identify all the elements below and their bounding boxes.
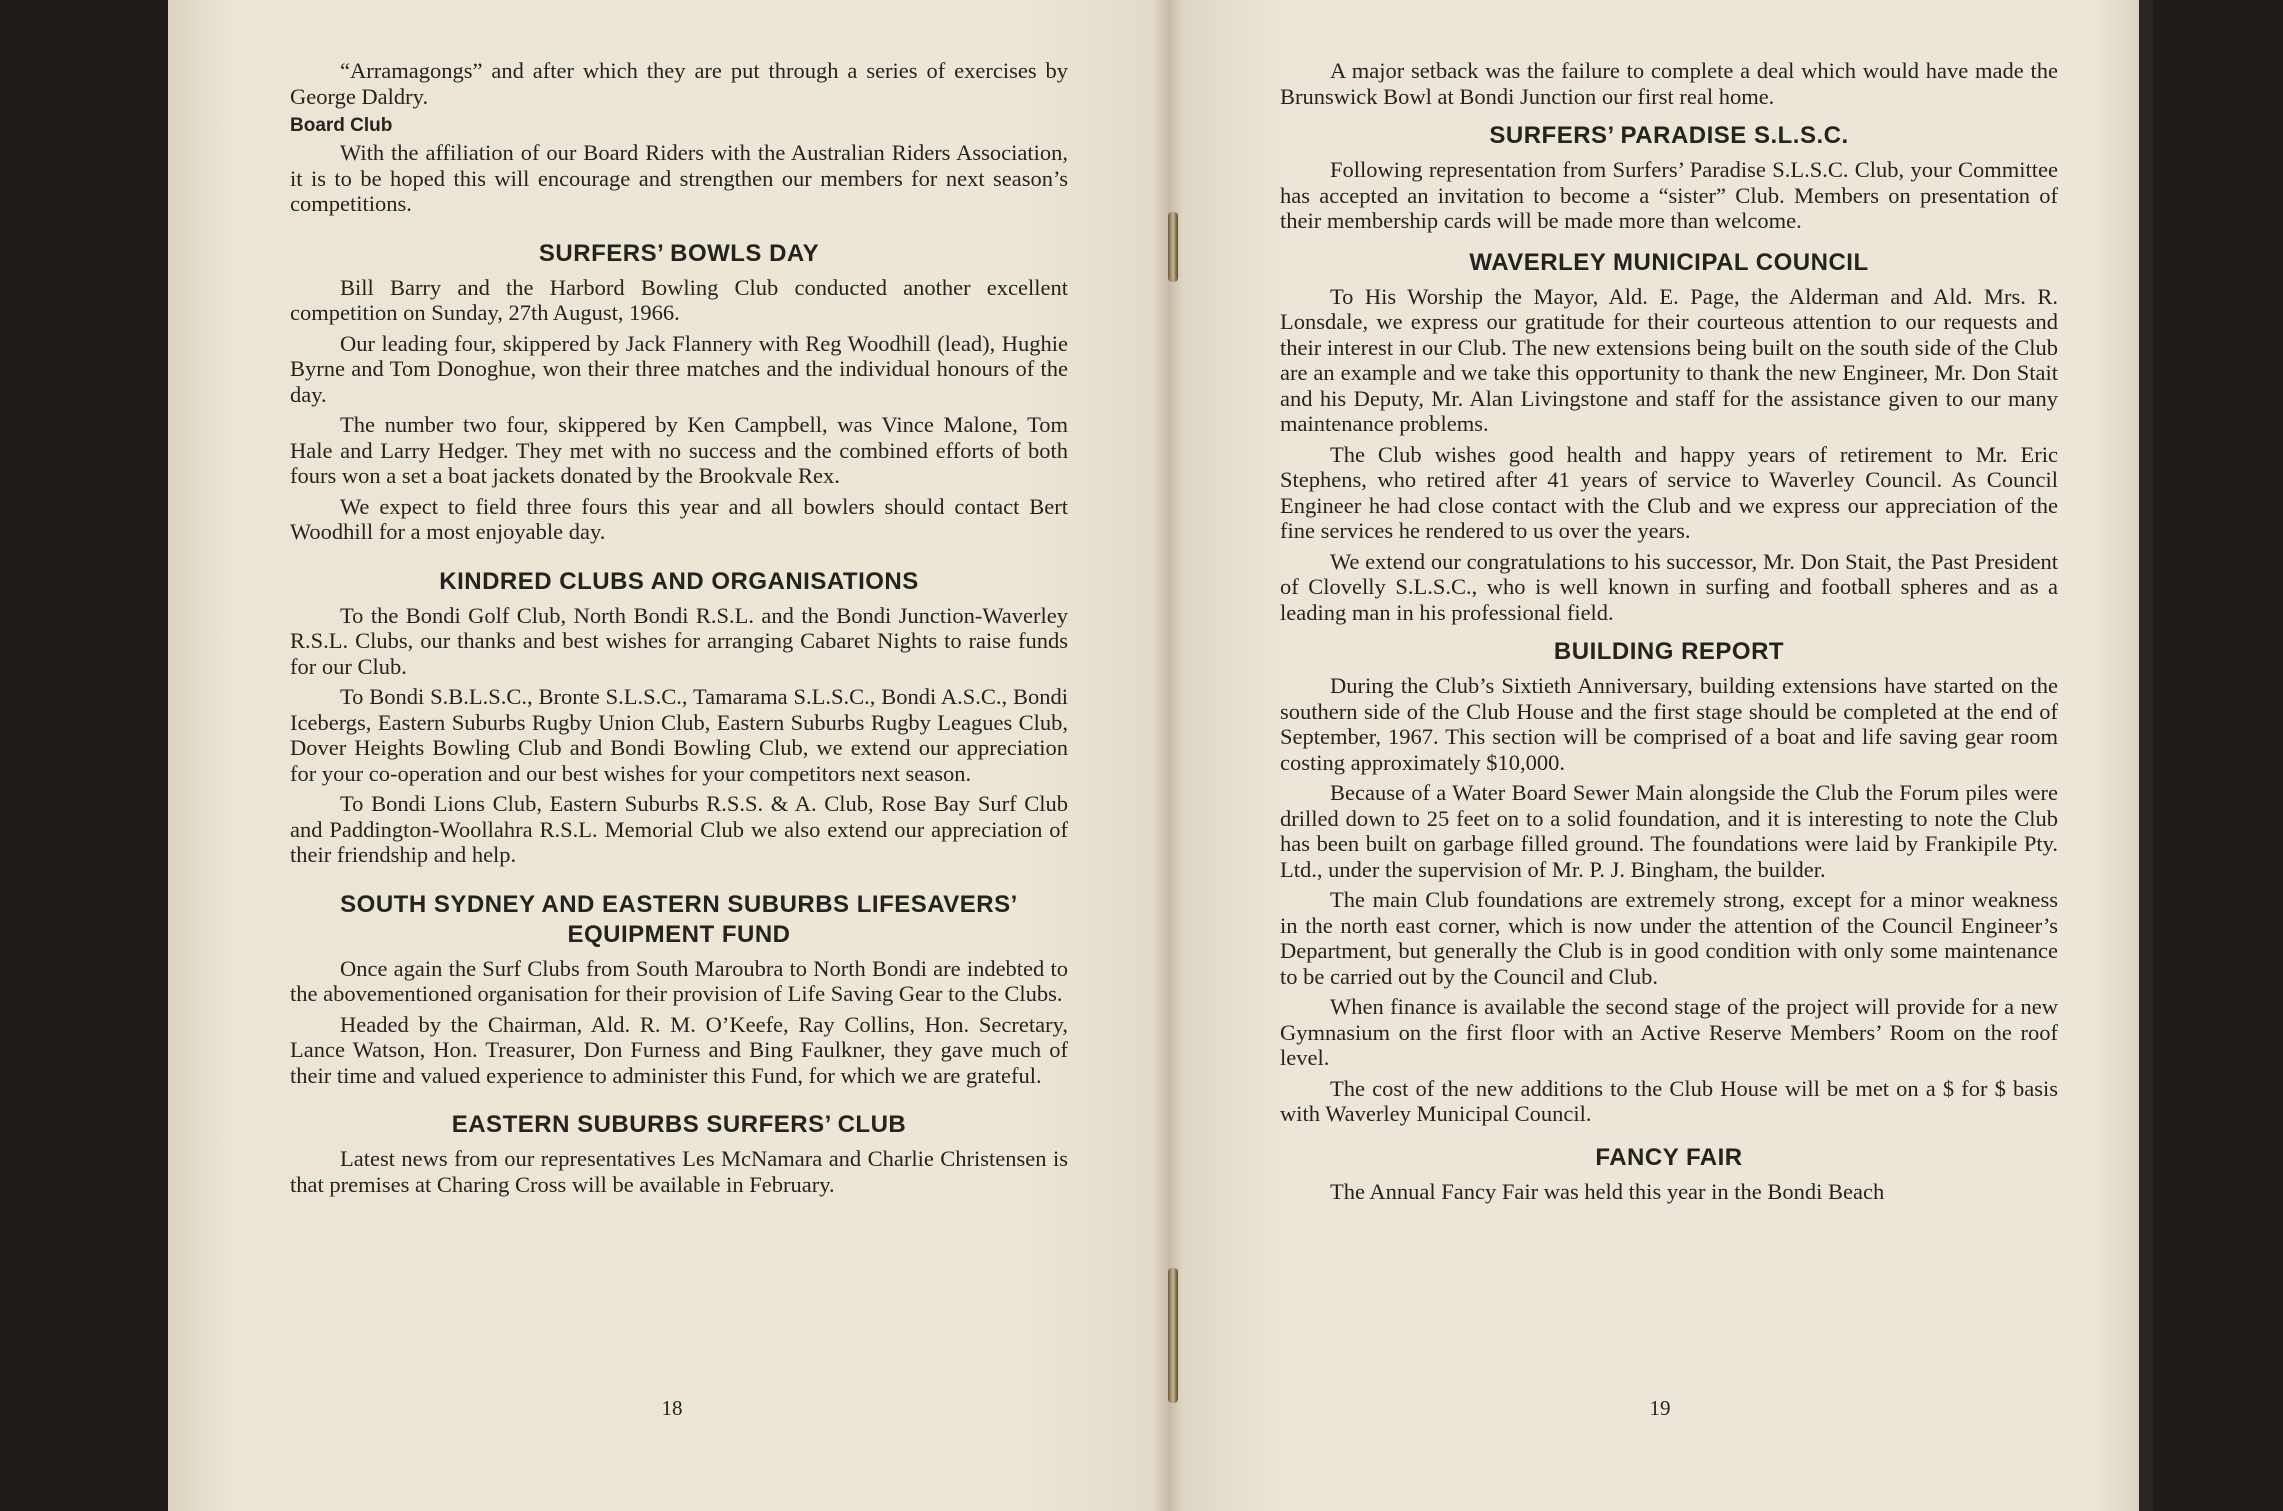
- right-page-column: [1280, 58, 2058, 1209]
- building-report-heading: BUILDING REPORT: [1553, 638, 1785, 665]
- kindred-clubs-paragraph: To Bondi Lions Club, Eastern Suburbs R.S.S. & A. Club, Rose Bay Surf Club and Paddington-Woollahra R.S.L. Memorial Club we also extend our appreciation of their friendship and help.: [290, 791, 1068, 867]
- left-page-number: 18: [661, 1396, 683, 1420]
- staple-bottom: [1168, 1268, 1178, 1403]
- right-page-number: 19: [1649, 1396, 1671, 1420]
- equipment-fund-paragraph: Once again the Surf Clubs from South Maroubra to North Bondi are indebted to the abovementioned organisation for their provision of Life Saving Gear to the Clubs.: [290, 955, 1068, 1006]
- board-club-paragraph: With the affiliation of our Board Riders with the Australian Riders Association, it is to be hoped this will encourage and strengthen our members for next season’s competitions.: [290, 140, 1068, 216]
- equipment-fund-paragraph: Headed by the Chairman, Ald. R. M. O’Keefe, Ray Collins, Hon. Secretary, Lance Watson, Hon. Treasurer, Don Furness and Bing Faulkner, they gave much of their time and valued experience to administer this Fund, for which we are grateful.: [290, 1011, 1068, 1088]
- left-page-column: [290, 58, 1068, 1202]
- bowls-day-paragraph: Our leading four, skippered by Jack Flannery with Reg Woodhill (lead), Hughie Byrne and Tom Donoghue, won their three matches and the individual honours of the day.: [290, 330, 1068, 407]
- surfers-paradise-paragraph: Following representation from Surfers’ Paradise S.L.S.C. Club, your Committee has accepted an invitation to become a “sister” Club. Members on presentation of their membership cards will be made more than welcome.: [1280, 157, 2058, 233]
- building-report-paragraph: The cost of the new additions to the Club House will be met on a $ for $ basis with Waverley Municipal Council.: [1280, 1075, 2058, 1126]
- equipment-fund-heading: SOUTH SYDNEY AND EASTERN SUBURBS LIFESAVERS’ EQUIPMENT FUND: [340, 890, 1018, 948]
- building-report-paragraph: Because of a Water Board Sewer Main alongside the Club the Forum piles were drilled down to 25 feet on to a solid foundation, and it is interesting to note the Club has been built on garbage filled ground. The foundations were laid by Frankipile Pty. Ltd., under the supervision of Mr. P. J. Bingham, the builder.: [1280, 780, 2058, 882]
- board-club-heading: Board Club: [290, 115, 393, 136]
- fancy-fair-heading: FANCY FAIR: [1595, 1143, 1743, 1171]
- bowls-day-paragraph: We expect to field three fours this year and all bowlers should contact Bert Woodhill for a most enjoyable day.: [290, 493, 1068, 544]
- kindred-clubs-paragraph: To Bondi S.B.L.S.C., Bronte S.L.S.C., Tamarama S.L.S.C., Bondi A.S.C., Bondi Icebergs, Eastern Suburbs Rugby Union Club, Eastern Suburbs Rugby Leagues Club, Dover Heights Bowling Club and Bondi Bowling Club, we extend our appreciation for your co-operation and our best wishes for your competitors next season.: [290, 684, 1068, 786]
- bowls-day-heading: SURFERS’ BOWLS DAY: [538, 239, 820, 267]
- staple-top: [1168, 212, 1178, 282]
- building-report-paragraph: During the Club’s Sixtieth Anniversary, building extensions have started on the southern side of the Club House and the first stage should be completed at the end of September, 1967. This section will be comprised of a boat and life saving gear room costing approximately $10,000.: [1280, 673, 2058, 775]
- eastern-surfers-paragraph: Latest news from our representatives Les McNamara and Charlie Christensen is that premises at Charing Cross will be available in February.: [290, 1146, 1068, 1197]
- eastern-surfers-heading: EASTERN SUBURBS SURFERS’ CLUB: [451, 1111, 907, 1138]
- left-intro-paragraph: “Arramagongs” and after which they are put through a series of exercises by George Daldry.: [290, 58, 1068, 109]
- waverley-council-heading: WAVERLEY MUNICIPAL COUNCIL: [1469, 248, 1869, 276]
- building-report-paragraph: When finance is available the second stage of the project will provide for a new Gymnasium on the first floor with an Active Reserve Members’ Room on the roof level.: [1280, 994, 2058, 1070]
- kindred-clubs-heading: KINDRED CLUBS AND ORGANISATIONS: [439, 567, 919, 595]
- fancy-fair-paragraph: The Annual Fancy Fair was held this year in the Bondi Beach: [1330, 1178, 1885, 1204]
- kindred-clubs-paragraph: To the Bondi Golf Club, North Bondi R.S.L. and the Bondi Junction-Waverley R.S.L. Clubs, our thanks and best wishes for arranging Cabaret Nights to raise funds for our Club.: [290, 602, 1068, 679]
- surfers-paradise-heading: SURFERS’ PARADISE S.L.S.C.: [1489, 122, 1849, 149]
- building-report-paragraph: The main Club foundations are extremely strong, except for a minor weakness in the north east corner, which is now under the attention of the Council Engineer’s Department, but generally the Club is in good condition with only some maintenance to be carried out by the Council and Club.: [1280, 887, 2058, 989]
- waverley-council-paragraph: The Club wishes good health and happy years of retirement to Mr. Eric Stephens, who retired after 41 years of service to Waverley Council. As Council Engineer he had close contact with the Club and we express our appreciation of the fine services he rendered to us over the years.: [1280, 441, 2058, 543]
- bowls-day-paragraph: The number two four, skippered by Ken Campbell, was Vince Malone, Tom Hale and Larry Hedger. They met with no success and the combined efforts of both fours won a set a boat jackets donated by the Brookvale Rex.: [290, 412, 1068, 488]
- page-edge: [2139, 0, 2153, 1511]
- waverley-council-paragraph: To His Worship the Mayor, Ald. E. Page, the Alderman and Ald. Mrs. R. Lonsdale, we express our gratitude for their courteous attention to our requests and their interest in our Club. The new extensions being built on the south side of the Club are an example and we take this opportunity to thank the new Engineer, Mr. Don Stait and his Deputy, Mr. Alan Livingstone and staff for the assistance given to our many maintenance problems.: [1280, 283, 2058, 436]
- waverley-council-paragraph: We extend our congratulations to his successor, Mr. Don Stait, the Past President of Clovelly S.L.S.C., who is well known in surfing and football spheres and as a leading man in his professional field.: [1280, 548, 2058, 625]
- bowls-day-paragraph: Bill Barry and the Harbord Bowling Club conducted another excellent competition on Sunday, 27th August, 1966.: [290, 274, 1068, 325]
- right-intro-paragraph: A major setback was the failure to complete a deal which would have made the Brunswick Bowl at Bondi Junction our first real home.: [1280, 58, 2058, 109]
